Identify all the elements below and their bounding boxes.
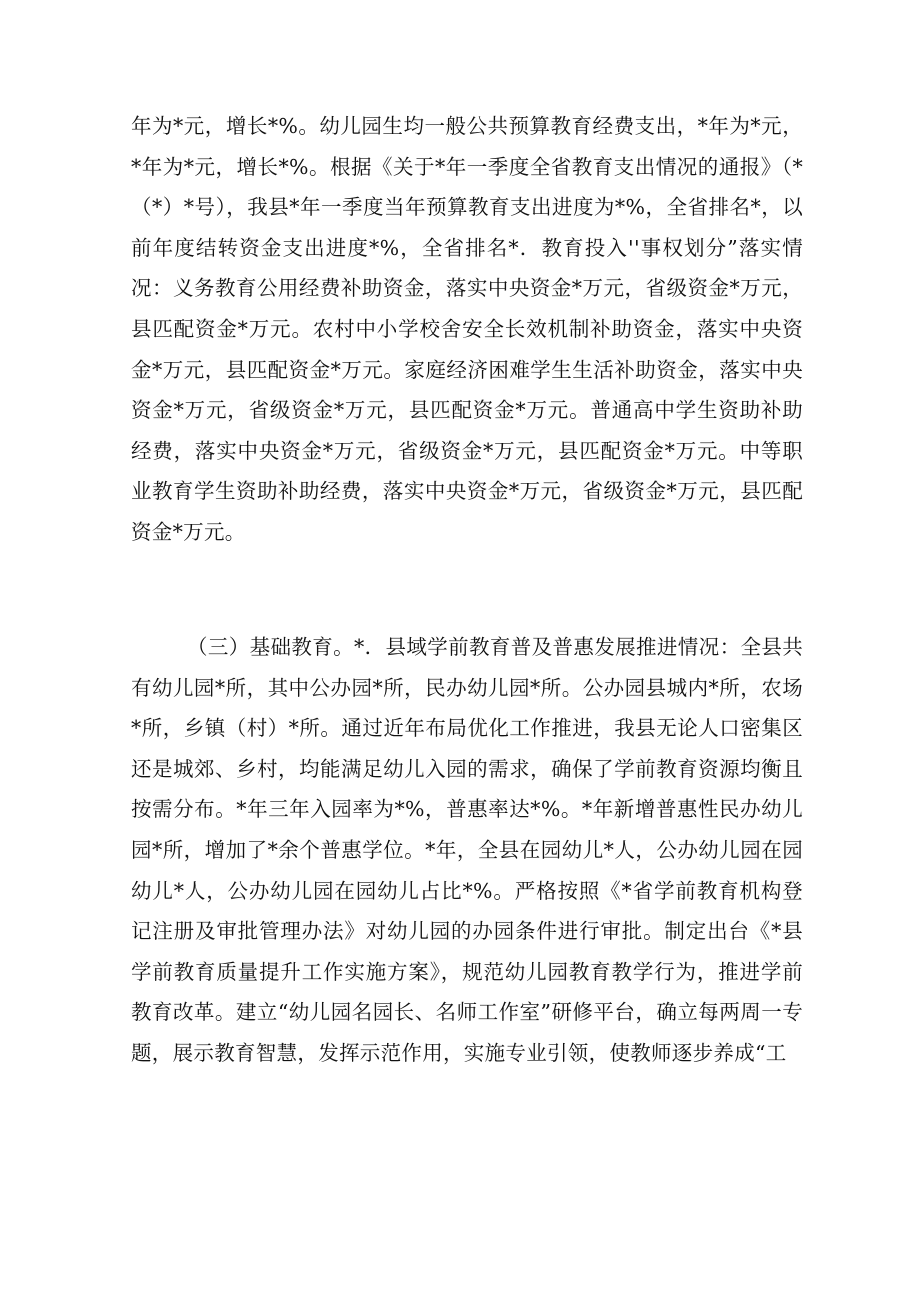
body-paragraph-funding: 年为*元，增长*%。幼儿园生均一般公共预算教育经费支出，*年为*元，*年为*元，增长*%。根据《关于*年一季度全省教育支出情况的通报》（*（*）*号），我县*年一季度当年预算教育支出进度为*%，全省排名*，以前年度结转资金支出进度*%，全省排名*．教育投入''事权划分”落实情况：义务教育公用经费补助资金，落实中央资金*万元，省级资金*万元，县匹配资金*万元。农村中小学校舍安全长效机制补助资金，落实中央资金*万元，县匹配资金*万元。家庭经济困难学生生活补助资金，落实中央资金*万元，省级资金*万元，县匹配资金*万元。普通高中学生资助补助经费，落实中央资金*万元，省级资金*万元，县匹配资金*万元。中等职业教育学生资助补助经费，落实中央资金*万元，省级资金*万元，县匹配资金*万元。 <box>131 114 803 544</box>
body-paragraph-basic-education: （三）基础教育。*．县域学前教育普及普惠发展推进情况：全县共有幼儿园*所，其中公办园*所，民办幼儿园*所。公办园县城内*所，农场*所，乡镇（村）*所。通过近年布局优化工作推进，我县无论人口密集区还是城郊、乡村，均能满足幼儿入园的需求，确保了学前教育资源均衡且按需分布。*年三年入园率为*%，普惠率达*%。*年新增普惠性民办幼儿园*所，增加了*余个普惠学位。*年，全县在园幼儿*人，公办幼儿园在园幼儿*人，公办幼儿园在园幼儿占比*%。严格按照《*省学前教育机构登记注册及审批管理办法》对幼儿园的办园条件进行审批。制定出台《*县学前教育质量提升工作实施方案》，规范幼儿园教育教学行为，推进学前教育改革。建立“幼儿园名园长、名师工作室”研修平台，确立每两周一专题，展示教育智慧，发挥示范作用，实施专业引领，使教师逐步养成“工 <box>131 635 803 1065</box>
